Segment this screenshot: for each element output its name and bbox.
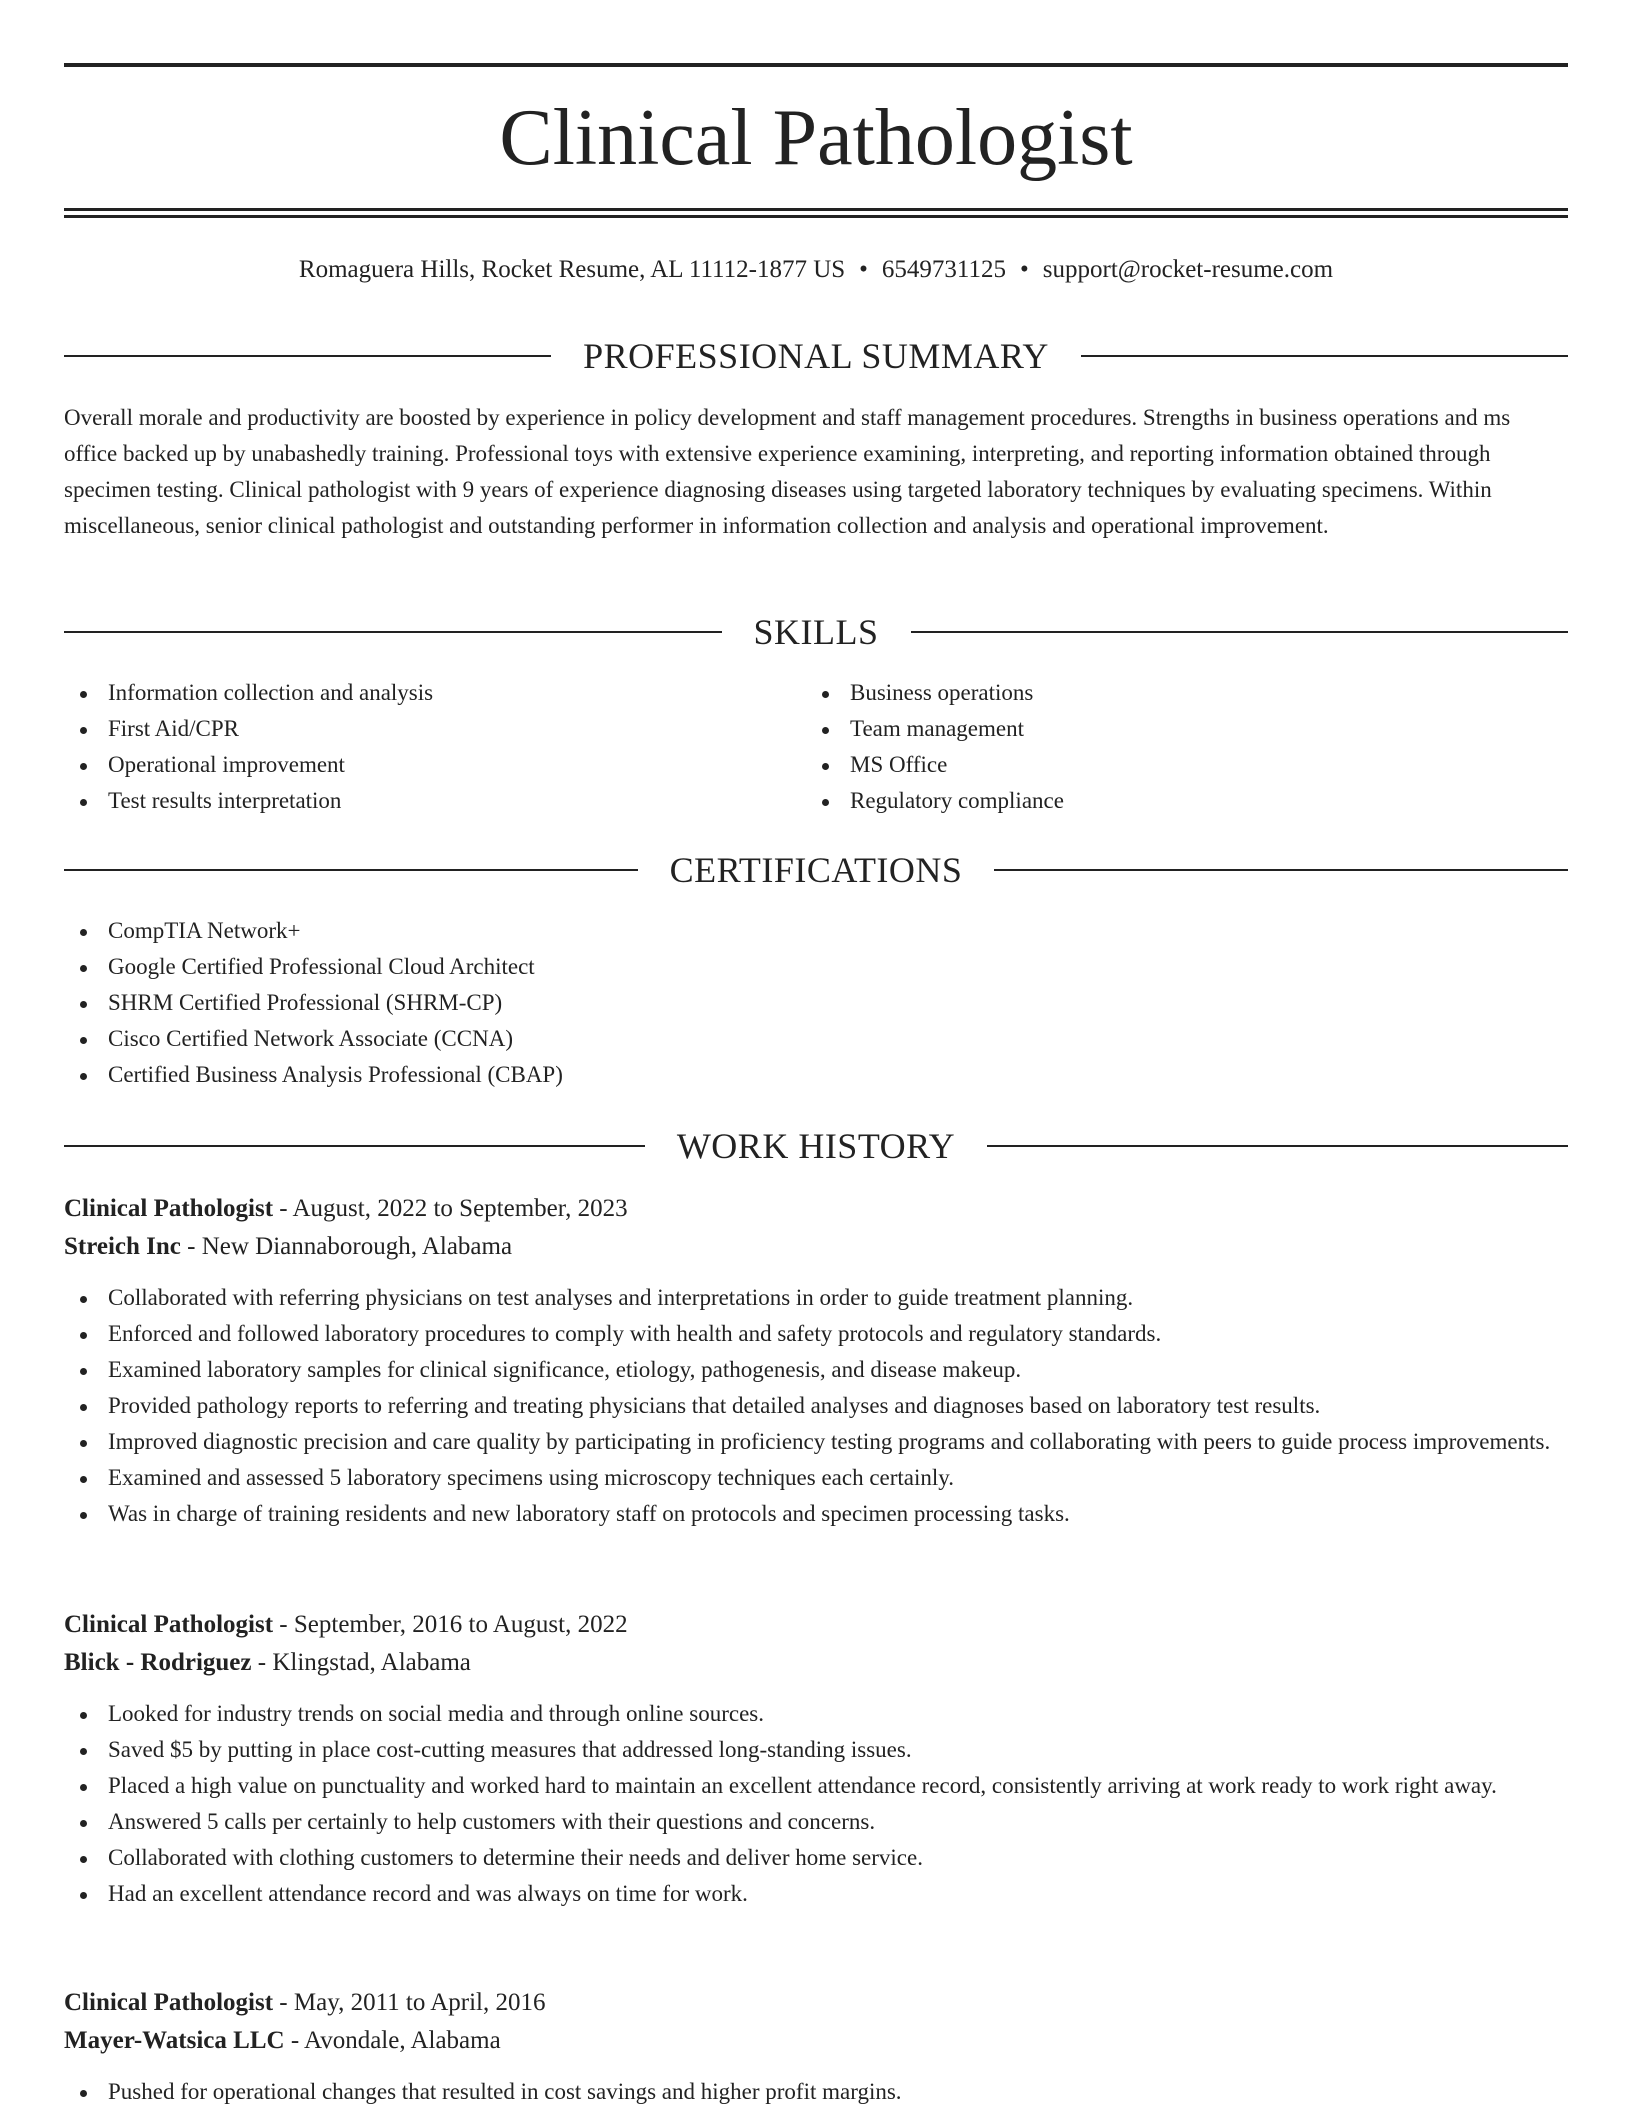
job-title-line xyxy=(64,1984,1568,2022)
job-title: Clinical Pathologist xyxy=(64,1195,274,1222)
title-double-rule xyxy=(64,208,1568,218)
skill-item: MS Office xyxy=(806,747,1546,783)
job-bullet: Answered 5 calls per certainly to help customers with their questions and concerns. xyxy=(64,1804,1568,1840)
job-entry xyxy=(64,1606,1568,1912)
job-bullet: Looked for industry trends on social media and through online sources. xyxy=(64,1696,1568,1732)
certification-item: Google Certified Professional Cloud Architect xyxy=(64,949,1568,985)
job-location: - Avondale, Alabama xyxy=(284,2027,501,2054)
section-heading-summary xyxy=(64,334,1568,378)
skill-item: Information collection and analysis xyxy=(64,675,804,711)
job-entry xyxy=(64,1984,1568,2110)
skill-item: Business operations xyxy=(806,675,1546,711)
summary-text: Overall morale and productivity are boosted by experience in policy development and staff management procedures. Strengths in business operations and ms office backed up by unabashedly training. Professional toys with extensive experience examining, interpreting, and reporting information obtained through specimen testing. Clinical pathologist with 9 years of experience diagnosing diseases using targeted laboratory techniques by evaluating specimens. Within miscellaneous, senior clinical pathologist and outstanding performer in information collection and analysis and operational improvement. xyxy=(64,405,1511,538)
heading-rule xyxy=(64,631,722,633)
job-bullet: Placed a high value on punctuality and worked hard to maintain an excellent attendance record, consistently arriving at work ready to work right away. xyxy=(64,1768,1568,1804)
job-bullet: Provided pathology reports to referring and treating physicians that detailed analyses and diagnoses based on laboratory test results. xyxy=(64,1388,1568,1424)
contact-separator: • xyxy=(859,256,868,283)
certification-item: Cisco Certified Network Associate (CCNA) xyxy=(64,1021,1568,1057)
heading-rule xyxy=(64,1145,645,1147)
section-heading-certifications xyxy=(64,848,1568,892)
job-bullet: Examined laboratory samples for clinical significance, etiology, pathogenesis, and disease makeup. xyxy=(64,1352,1568,1388)
contact-line xyxy=(64,252,1568,288)
job-bullets xyxy=(64,1696,1568,1912)
job-bullet: Was in charge of training residents and new laboratory staff on protocols and specimen processing tasks. xyxy=(64,1496,1568,1532)
contact-phone: 6549731125 xyxy=(881,256,1006,283)
job-bullet: Collaborated with referring physicians on test analyses and interpretations in order to guide treatment planning. xyxy=(64,1280,1568,1316)
job-entry xyxy=(64,1190,1568,1532)
section-title: WORK HISTORY xyxy=(676,1126,956,1166)
job-location: - Klingstad, Alabama xyxy=(251,1649,471,1676)
section-heading-work-history xyxy=(64,1124,1568,1168)
job-title-line xyxy=(64,1190,1568,1228)
job-title-line xyxy=(64,1606,1568,1644)
job-company: Mayer-Watsica LLC xyxy=(64,2027,285,2054)
certifications-list xyxy=(64,913,1568,1093)
skill-item: Regulatory compliance xyxy=(806,783,1546,819)
job-bullet: Examined and assessed 5 laboratory specimens using microscopy techniques each certainly. xyxy=(64,1460,1568,1496)
section-title: PROFESSIONAL SUMMARY xyxy=(583,336,1049,376)
heading-rule xyxy=(911,631,1569,633)
contact-email: support@rocket-resume.com xyxy=(1042,256,1334,283)
certification-item: CompTIA Network+ xyxy=(64,913,1568,949)
certification-item: Certified Business Analysis Professional (CBAP) xyxy=(64,1057,1568,1093)
job-dates: - May, 2011 to April, 2016 xyxy=(273,1989,546,2016)
job-bullet: Enforced and followed laboratory procedures to comply with health and safety protocols and regulatory standards. xyxy=(64,1316,1568,1352)
job-title: Clinical Pathologist xyxy=(64,1611,274,1638)
job-bullet: Saved $5 by putting in place cost-cutting measures that addressed long-standing issues. xyxy=(64,1732,1568,1768)
skills-left-column xyxy=(64,675,804,819)
job-bullets xyxy=(64,1280,1568,1532)
skill-item: First Aid/CPR xyxy=(64,711,804,747)
skills-right-column xyxy=(806,675,1546,819)
skills-list-left xyxy=(64,675,804,819)
job-company-line xyxy=(64,1228,1568,1266)
job-company: Blick - Rodriguez xyxy=(64,1649,252,1676)
heading-rule xyxy=(987,1145,1568,1147)
skill-item: Test results interpretation xyxy=(64,783,804,819)
heading-rule xyxy=(64,355,551,357)
job-company: Streich Inc xyxy=(64,1233,181,1260)
resume-title: Clinical Pathologist xyxy=(499,94,1133,182)
skill-item: Team management xyxy=(806,711,1546,747)
job-bullet: Had an excellent attendance record and was always on time for work. xyxy=(64,1876,1568,1912)
top-rule xyxy=(64,63,1568,67)
certifications-block xyxy=(64,913,1568,1093)
section-heading-skills xyxy=(64,610,1568,654)
job-title: Clinical Pathologist xyxy=(64,1989,274,2016)
job-bullet: Improved diagnostic precision and care quality by participating in proficiency testing programs and collaborating with peers to guide process improvements. xyxy=(64,1424,1568,1460)
heading-rule xyxy=(994,869,1568,871)
skills-list-right xyxy=(806,675,1546,819)
job-location: - New Diannaborough, Alabama xyxy=(180,1233,513,1260)
contact-separator: • xyxy=(1020,256,1029,283)
skill-item: Operational improvement xyxy=(64,747,804,783)
heading-rule xyxy=(1081,355,1568,357)
heading-rule xyxy=(64,869,638,871)
contact-address: Romaguera Hills, Rocket Resume, AL 11112-1877 US xyxy=(298,256,846,283)
certification-item: SHRM Certified Professional (SHRM-CP) xyxy=(64,985,1568,1021)
job-company-line xyxy=(64,1644,1568,1682)
job-bullet: Pushed for operational changes that resulted in cost savings and higher profit margins. xyxy=(64,2074,1568,2110)
job-bullet: Collaborated with clothing customers to determine their needs and deliver home service. xyxy=(64,1840,1568,1876)
job-company-line xyxy=(64,2022,1568,2060)
section-title: CERTIFICATIONS xyxy=(669,850,963,890)
job-dates: - August, 2022 to September, 2023 xyxy=(273,1195,628,1222)
job-dates: - September, 2016 to August, 2022 xyxy=(273,1611,628,1638)
section-title: SKILLS xyxy=(753,612,879,652)
job-bullets xyxy=(64,2074,1568,2110)
